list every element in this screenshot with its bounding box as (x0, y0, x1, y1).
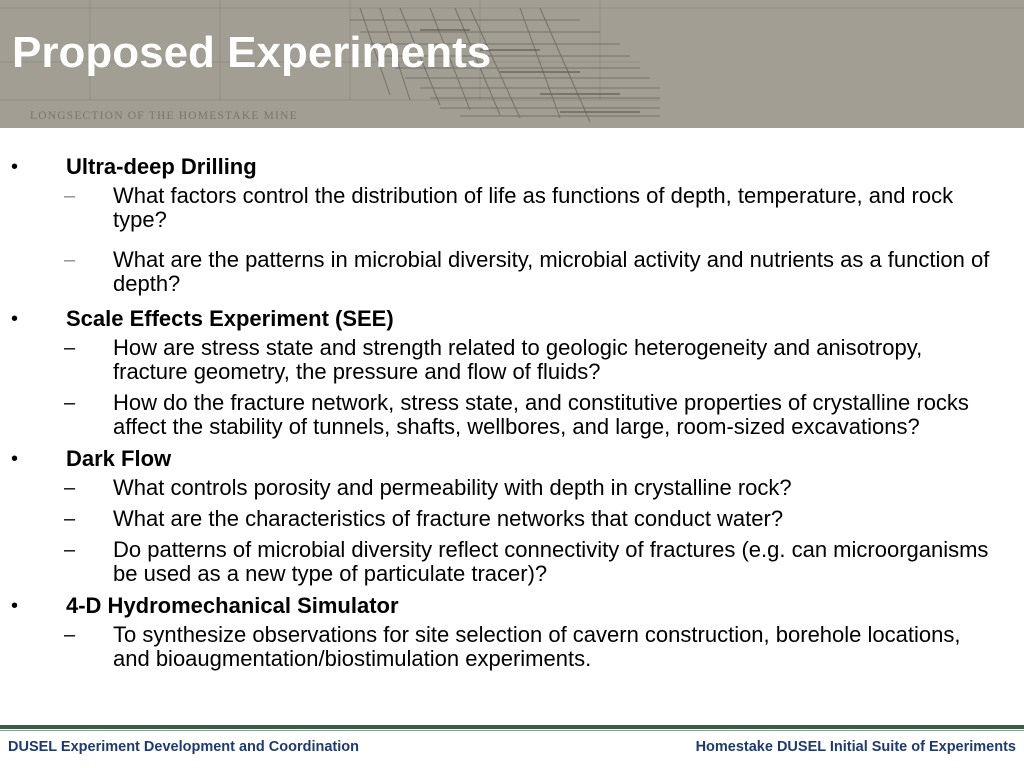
dash-icon: – (64, 508, 76, 530)
list-item (0, 336, 1024, 384)
list-item (0, 623, 1024, 671)
section-heading-row (0, 593, 1024, 623)
footer-rule-thin (0, 730, 1024, 731)
section-heading-row (0, 446, 1024, 476)
section-scale-effects (0, 306, 1024, 439)
list-item-text: What are the patterns in microbial diversity, microbial activity and nutrients as a function of depth? (113, 247, 990, 296)
list-item-text: Do patterns of microbial diversity reflect connectivity of fractures (e.g. can microorganisms be used as a new type of particulate tracer)? (113, 537, 989, 586)
bullet-icon: • (11, 448, 19, 470)
section-heading-row (0, 306, 1024, 336)
section-hydromechanical-simulator (0, 593, 1024, 671)
section-heading: Ultra-deep Drilling (66, 154, 257, 179)
section-heading: Dark Flow (66, 446, 172, 471)
section-heading: Scale Effects Experiment (SEE) (66, 306, 394, 331)
footer-left-text: DUSEL Experiment Development and Coordination (8, 739, 360, 755)
section-dark-flow (0, 446, 1024, 586)
list-item (0, 391, 1024, 439)
dash-icon: – (64, 392, 76, 414)
section-heading-row (0, 154, 1024, 184)
list-item-text: What are the characteristics of fracture networks that conduct water? (113, 506, 784, 531)
dash-icon: – (64, 337, 76, 359)
footer-rule (0, 725, 1024, 729)
list-item-text: To synthesize observations for site selection of cavern construction, borehole locations, and bioaugmentation/biostimulation experiments. (113, 622, 961, 671)
list-item (0, 476, 1024, 500)
dash-icon: – (64, 185, 76, 207)
list-item (0, 184, 1024, 232)
list-item (0, 538, 1024, 586)
dash-icon: – (64, 624, 76, 646)
list-item (0, 507, 1024, 531)
mine-section-caption: LONGSECTION OF THE HOMESTAKE MINE (30, 110, 298, 122)
list-item-text: How are stress state and strength related to geologic heterogeneity and anisotropy, fracture geometry, the pressure and flow of fluids? (113, 335, 923, 384)
bullet-icon: • (11, 156, 19, 178)
dash-icon: – (64, 249, 76, 271)
list-item (0, 248, 1024, 296)
bullet-icon: • (11, 308, 19, 330)
dash-icon: – (64, 477, 76, 499)
bullet-icon: • (11, 595, 19, 617)
list-item-text: How do the fracture network, stress state, and constitutive properties of crystalline rocks affect the stability of tunnels, shafts, wellbores, and large, room-sized excavations? (113, 390, 969, 439)
section-ultra-deep-drilling (0, 154, 1024, 296)
slide-title: Proposed Experiments (12, 28, 492, 77)
dash-icon: – (64, 539, 76, 561)
header-banner (0, 0, 1024, 128)
footer-right-text: Homestake DUSEL Initial Suite of Experiments (695, 739, 1016, 755)
list-item-text: What controls porosity and permeability with depth in crystalline rock? (113, 475, 792, 500)
section-heading: 4-D Hydromechanical Simulator (66, 593, 399, 618)
slide-content (0, 154, 1024, 678)
list-item-text: What factors control the distribution of life as functions of depth, temperature, and rock type? (113, 183, 954, 232)
